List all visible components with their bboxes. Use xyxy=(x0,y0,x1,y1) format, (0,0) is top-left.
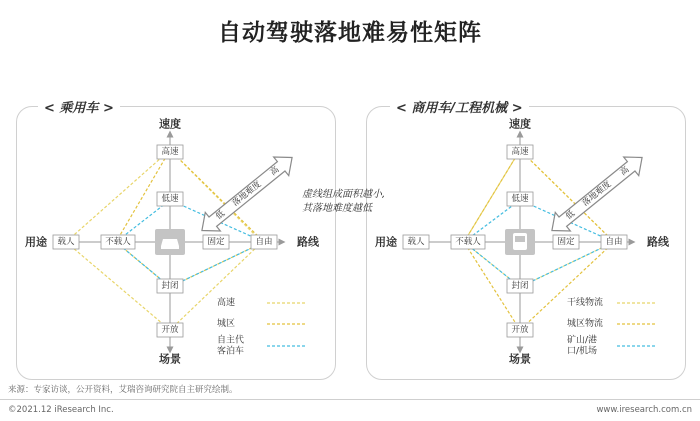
passenger-car-panel-title: < 乘用车 > xyxy=(38,97,120,116)
website: www.iresearch.com.cn xyxy=(596,405,692,415)
legend-label-2-1: 客泊车 xyxy=(217,346,245,357)
axis-label-usage: 用途 xyxy=(25,235,47,249)
polygon-mine-port-airport xyxy=(464,200,614,287)
legend-label-2-1: 口/机场 xyxy=(567,346,598,357)
tick-open: 开放 xyxy=(161,325,179,335)
annotation-line-1: 虚线组成面积越小, xyxy=(302,189,386,200)
difficulty-arrow xyxy=(544,148,649,240)
source-note: 来源：专家访谈，公开资料，艾瑞咨询研究院自主研究绘制。 xyxy=(8,385,238,395)
tick-high-speed: 高速 xyxy=(511,147,529,157)
annotation xyxy=(302,188,385,214)
tick-free: 自由 xyxy=(255,237,273,247)
tick-free: 自由 xyxy=(605,237,623,247)
car-icon-body xyxy=(161,239,179,249)
commercial-vehicle-matrix xyxy=(375,117,670,366)
arrow-label-high: 高 xyxy=(618,164,632,178)
bus-icon-window xyxy=(515,236,525,242)
axis-label-usage: 用途 xyxy=(375,235,397,249)
tick-unmanned: 不载人 xyxy=(105,237,131,247)
annotation-line-2: 其落地难度越低 xyxy=(302,203,372,214)
legend-label-0-0: 干线物流 xyxy=(567,298,604,308)
legend-label-2-0: 矿山/港 xyxy=(567,335,598,346)
axis-label-route: 路线 xyxy=(647,235,669,249)
page-title: 自动驾驶落地难易性矩阵 xyxy=(218,20,482,46)
arrow-label-low: 低 xyxy=(564,208,578,222)
legend-label-2-0: 自主代 xyxy=(217,335,245,346)
tick-fixed: 固定 xyxy=(207,237,225,247)
tick-unmanned: 不载人 xyxy=(455,237,481,247)
tick-fixed: 固定 xyxy=(557,237,575,247)
tick-manned: 载人 xyxy=(57,237,75,247)
axis-label-speed: 速度 xyxy=(509,117,531,131)
difficulty-arrow xyxy=(194,148,299,240)
polygon-urban xyxy=(116,150,264,287)
tick-open: 开放 xyxy=(511,325,529,335)
tick-manned: 载人 xyxy=(407,237,425,247)
commercial-vehicle-panel-title: < 商用车/工程机械 > xyxy=(390,97,529,116)
legend-label-1-0: 城区 xyxy=(217,319,236,329)
legend-label-1-0: 城区物流 xyxy=(567,319,604,329)
tick-closed: 封闭 xyxy=(161,281,179,291)
arrow-label-high: 高 xyxy=(268,164,282,178)
tick-closed: 封闭 xyxy=(511,281,529,291)
passenger-car-matrix xyxy=(25,117,320,366)
tick-low-speed: 低速 xyxy=(161,194,179,204)
axis-label-speed: 速度 xyxy=(159,117,181,131)
axis-label-scene: 场景 xyxy=(159,352,181,366)
axis-label-scene: 场景 xyxy=(509,352,531,366)
polygon-valet-parking xyxy=(116,200,264,287)
legend-label-0-0: 高速 xyxy=(217,298,236,308)
arrow-label-difficulty: 落地难度 xyxy=(580,179,614,209)
tick-high-speed: 高速 xyxy=(161,147,179,157)
axis-label-route: 路线 xyxy=(297,235,319,249)
polygon-trunk-logistics xyxy=(464,150,614,287)
copyright: ©2021.12 iResearch Inc. xyxy=(8,405,114,415)
footer-divider xyxy=(0,399,700,400)
tick-low-speed: 低速 xyxy=(511,194,529,204)
arrow-label-difficulty: 落地难度 xyxy=(230,179,264,209)
arrow-label-low: 低 xyxy=(214,208,228,222)
